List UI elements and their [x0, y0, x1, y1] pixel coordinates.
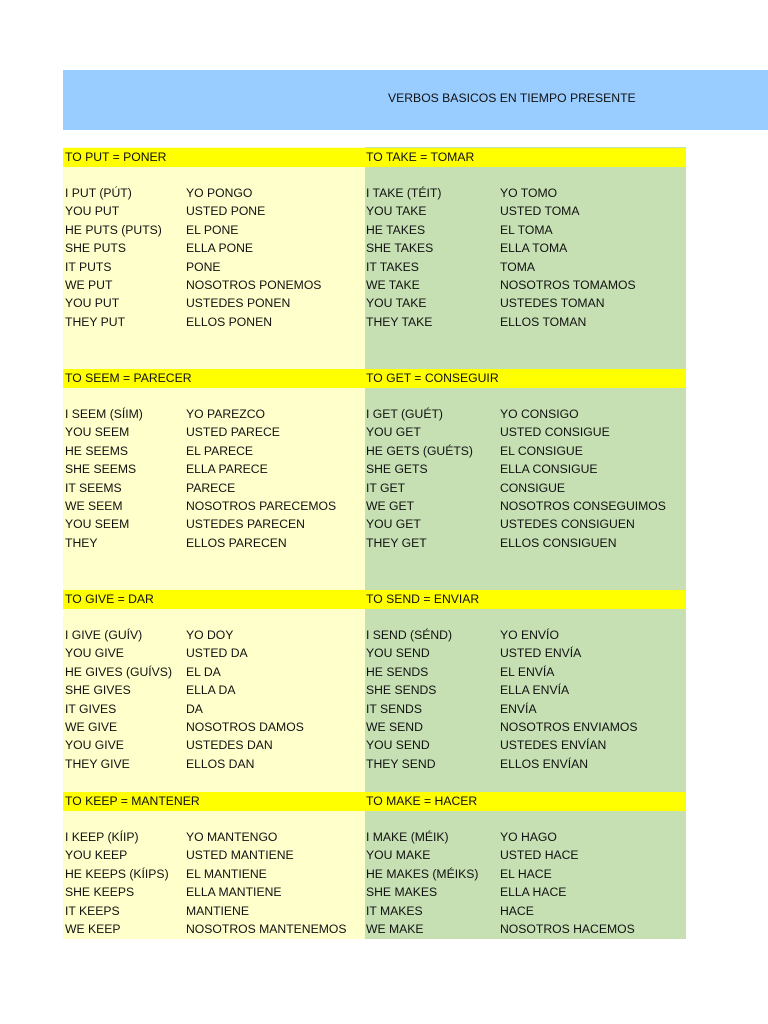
spanish-form: YO TOMO [500, 186, 558, 200]
spanish-form: ELLA ENVÍA [500, 683, 570, 697]
verb-header: TO PUT = PONER [65, 150, 167, 164]
english-form: SHE KEEPS [65, 885, 135, 899]
english-form: SHE PUTS [65, 241, 126, 255]
spanish-form: EL CONSIGUE [500, 444, 583, 458]
english-form: HE PUTS (PUTS) [65, 223, 162, 237]
english-form: YOU TAKE [366, 296, 427, 310]
spanish-form: TOMA [500, 260, 535, 274]
spanish-form: ELLA DA [186, 683, 236, 697]
english-form: SHE GIVES [65, 683, 131, 697]
verb-header: TO GIVE = DAR [65, 592, 154, 606]
spanish-form: EL ENVÍA [500, 665, 555, 679]
english-form: HE MAKES (MÉIKS) [366, 867, 479, 881]
spanish-form: NOSOTROS TOMAMOS [500, 278, 636, 292]
spanish-form: USTEDES PARECEN [186, 517, 305, 531]
spanish-form: EL MANTIENE [186, 867, 267, 881]
english-form: IT SENDS [366, 702, 422, 716]
spanish-form: ELLA PARECE [186, 462, 268, 476]
spanish-form: YO PAREZCO [186, 407, 266, 421]
english-form: I GIVE (GUÍV) [65, 628, 143, 642]
spanish-form: USTED PARECE [186, 425, 280, 439]
english-form: I SEEM (SÍIM) [65, 407, 143, 421]
verb-header: TO GET = CONSEGUIR [366, 371, 499, 385]
spanish-form: NOSOTROS HACEMOS [500, 922, 635, 936]
english-form: SHE TAKES [366, 241, 434, 255]
spanish-form: DA [186, 702, 203, 716]
spanish-form: NOSOTROS CONSEGUIMOS [500, 499, 666, 513]
english-form: THEY TAKE [366, 315, 433, 329]
spanish-form: YO DOY [186, 628, 234, 642]
english-form: IT GET [366, 481, 406, 495]
spanish-form: PONE [186, 260, 221, 274]
english-form: WE SEEM [65, 499, 123, 513]
english-form: IT PUTS [65, 260, 112, 274]
spanish-form: USTED DA [186, 646, 248, 660]
english-form: THEY GIVE [65, 757, 130, 771]
english-form: I PUT (PÚT) [65, 186, 132, 200]
english-form: YOU PUT [65, 204, 120, 218]
spanish-form: USTEDES DAN [186, 738, 273, 752]
english-form: HE SEEMS [65, 444, 128, 458]
english-form: THEY GET [366, 536, 427, 550]
english-form: THEY SEND [366, 757, 436, 771]
english-form: WE KEEP [65, 922, 121, 936]
english-form: YOU TAKE [366, 204, 427, 218]
english-form: WE GET [366, 499, 415, 513]
english-form: I KEEP (KÍIP) [65, 830, 139, 844]
english-form: HE SENDS [366, 665, 429, 679]
spanish-form: USTED MANTIENE [186, 848, 294, 862]
english-form: I MAKE (MÉIK) [366, 830, 449, 844]
spanish-form: USTEDES TOMAN [500, 296, 605, 310]
english-form: YOU SEEM [65, 425, 130, 439]
spanish-form: NOSOTROS DAMOS [186, 720, 304, 734]
spanish-form: ELLA MANTIENE [186, 885, 282, 899]
verb-header: TO MAKE = HACER [366, 794, 478, 808]
english-form: WE SEND [366, 720, 423, 734]
spanish-form: EL DA [186, 665, 221, 679]
spanish-form: NOSOTROS PARECEMOS [186, 499, 337, 513]
english-form: WE MAKE [366, 922, 424, 936]
english-form: I TAKE (TÉIT) [366, 186, 442, 200]
spanish-form: USTED ENVÍA [500, 646, 582, 660]
spanish-form: ENVÍA [500, 702, 537, 716]
spanish-form: NOSOTROS PONEMOS [186, 278, 322, 292]
english-form: HE KEEPS (KÍIPS) [65, 867, 169, 881]
english-form: SHE MAKES [366, 885, 438, 899]
spanish-form: MANTIENE [186, 904, 249, 918]
english-form: IT TAKES [366, 260, 419, 274]
spanish-form: ELLOS PONEN [186, 315, 273, 329]
spanish-form: YO PONGO [186, 186, 253, 200]
spanish-form: USTEDES PONEN [186, 296, 291, 310]
spanish-form: ELLOS ENVÍAN [500, 757, 589, 771]
spanish-form: EL HACE [500, 867, 552, 881]
english-form: YOU GIVE [65, 738, 124, 752]
spanish-form: EL PONE [186, 223, 239, 237]
english-form: HE GETS (GUÉTS) [366, 444, 473, 458]
english-form: YOU KEEP [65, 848, 128, 862]
spanish-form: ELLA PONE [186, 241, 254, 255]
english-form: HE GIVES (GUÍVS) [65, 665, 172, 679]
english-form: HE TAKES [366, 223, 426, 237]
spanish-form: NOSOTROS MANTENEMOS [186, 922, 347, 936]
spanish-form: HACE [500, 904, 534, 918]
verb-header: TO KEEP = MANTENER [65, 794, 200, 808]
spanish-form: ELLOS DAN [186, 757, 255, 771]
english-form: YOU PUT [65, 296, 120, 310]
spanish-form: ELLOS CONSIGUEN [500, 536, 617, 550]
verb-header: TO SEEM = PARECER [65, 371, 192, 385]
english-form: YOU SEND [366, 738, 430, 752]
spanish-form: USTED HACE [500, 848, 579, 862]
english-form: IT SEEMS [65, 481, 122, 495]
page-title: VERBOS BASICOS EN TIEMPO PRESENTE [388, 91, 636, 105]
verb-header: TO TAKE = TOMAR [366, 150, 475, 164]
english-form: WE GIVE [65, 720, 118, 734]
spanish-form: USTEDES CONSIGUEN [500, 517, 635, 531]
english-form: SHE SEEMS [65, 462, 137, 476]
spanish-form: YO HAGO [500, 830, 557, 844]
english-form: I GET (GUÉT) [366, 407, 443, 421]
spanish-form: USTED CONSIGUE [500, 425, 610, 439]
spanish-form: ELLOS PARECEN [186, 536, 287, 550]
spanish-form: YO CONSIGO [500, 407, 579, 421]
verb-header: TO SEND = ENVIAR [366, 592, 480, 606]
spanish-form: USTEDES ENVÍAN [500, 738, 607, 752]
english-form: YOU SEND [366, 646, 430, 660]
spanish-form: ELLOS TOMAN [500, 315, 587, 329]
spanish-form: YO MANTENGO [186, 830, 278, 844]
spanish-form: ELLA CONSIGUE [500, 462, 598, 476]
english-form: YOU GET [366, 517, 421, 531]
spanish-form: PARECE [186, 481, 236, 495]
english-form: THEY [65, 536, 98, 550]
spanish-form: ELLA HACE [500, 885, 567, 899]
english-form: YOU GET [366, 425, 421, 439]
english-form: YOU SEEM [65, 517, 130, 531]
english-form: YOU MAKE [366, 848, 431, 862]
english-form: THEY PUT [65, 315, 126, 329]
spanish-form: USTED PONE [186, 204, 266, 218]
english-form: IT KEEPS [65, 904, 120, 918]
english-form: I SEND (SÉND) [366, 628, 452, 642]
spanish-form: NOSOTROS ENVIAMOS [500, 720, 638, 734]
spanish-form: CONSIGUE [500, 481, 566, 495]
spanish-form: EL PARECE [186, 444, 254, 458]
english-form: IT MAKES [366, 904, 423, 918]
spanish-form: YO ENVÍO [500, 628, 559, 642]
english-form: YOU GIVE [65, 646, 124, 660]
english-form: IT GIVES [65, 702, 117, 716]
english-form: WE PUT [65, 278, 113, 292]
english-form: WE TAKE [366, 278, 420, 292]
spanish-form: USTED TOMA [500, 204, 580, 218]
english-form: SHE SENDS [366, 683, 437, 697]
english-form: SHE GETS [366, 462, 428, 476]
spanish-form: ELLA TOMA [500, 241, 568, 255]
spanish-form: EL TOMA [500, 223, 553, 237]
